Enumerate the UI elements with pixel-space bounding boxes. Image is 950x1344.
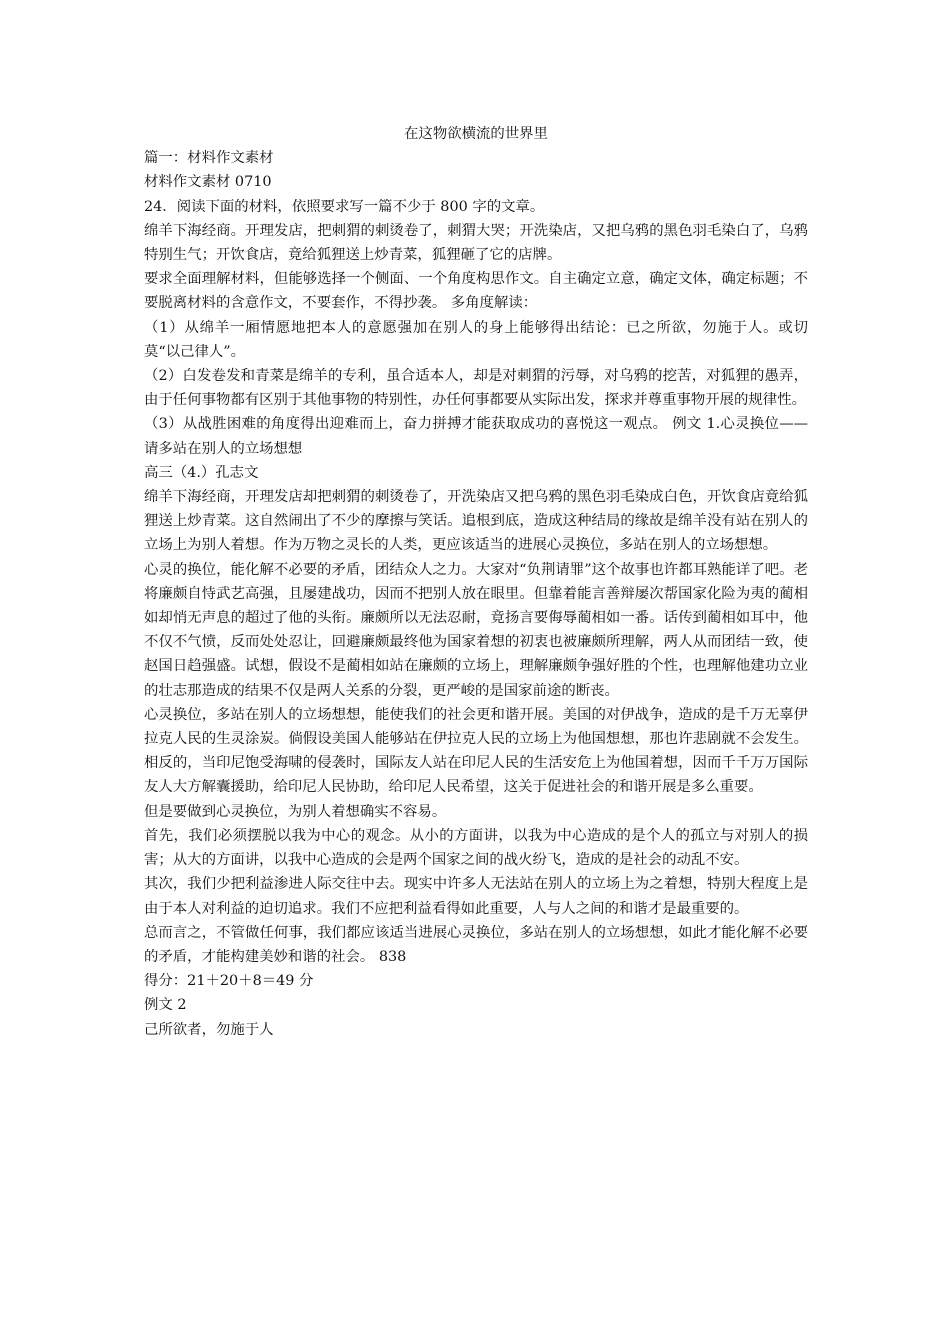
paragraph-material-label: 材料作文素材 0710 — [144, 174, 272, 191]
paragraph-section-heading: 篇一：材料作文素材 — [144, 150, 274, 167]
document-body — [144, 146, 808, 1042]
paragraph-author: 高三（4.）孔志文 — [144, 464, 259, 481]
document-page — [144, 122, 808, 1042]
paragraph-example-2-label: 例文 2 — [144, 997, 187, 1014]
paragraph-essay-conclusion: 总而言之，不管做任何事，我们都应该适当进展心灵换位，多站在别人的立场想想，如此才能化解不必要的矛盾，才能构建美妙和谐的社会。 838 — [144, 924, 808, 965]
paragraph-interpretation-1: （1）从绵羊一厢情愿地把本人的意愿强加在别人的身上能够得出结论：已之所欲，勿施于人。或切莫“以己律人”。 — [144, 319, 808, 360]
document-title: 在这物欲横流的世界里 — [404, 126, 548, 142]
paragraph-essay-body-4: 首先，我们必须摆脱以我为中心的观念。从小的方面讲，以我为中心造成的是个人的孤立与对别人的损害；从大的方面讲，以我中心造成的会是两个国家之间的战火纷飞，造成的是社会的动乱不安。 — [144, 827, 808, 869]
paragraph-essay-body-1: 心灵的换位，能化解不必要的矛盾，团结众人之力。大家对“负荆请罪”这个故事也许都耳熟能详了吧。老将廉颇自恃武艺高强，且屡建战功，因而不把别人放在眼里。但靠着能言善辩屡次帮国家化险为夷的蔺相如却悄无声息的超过了他的头衔。廉颇所以无法忍耐，竟扬言要侮辱蔺相如一番。话传到蔺相如耳中，他不仅不气愤，反而处处忍让，回避廉颇最终他为国家着想的初衷也被廉颇所理解，两人从而团结一致，使赵国日趋强盛。试想，假设不是蔺相如站在廉颇的立场上，理解廉颇争强好胜的个性，也理解他建功立业的壮志那造成的结果不仅是两人关系的分裂，更严峻的是国家前途的断丧。 — [144, 561, 808, 699]
paragraph-essay-body-2: 心灵换位，多站在别人的立场想想，能使我们的社会更和谐开展。美国的对伊战争，造成的是千万无辜伊拉克人民的生灵涂炭。倘假设美国人能够站在伊拉克人民的立场上为他国想想，那也许悲剧就不会发生。相反的，当印尼饱受海啸的侵袭时，国际友人站在印尼人民的生活安危上为他国着想，因而千千万万国际友人大方解囊援助，给印尼人民协助，给印尼人民希望，这关于促进社会的和谐开展是多么重要。 — [144, 706, 808, 796]
paragraph-material-text: 绵羊下海经商。开理发店，把刺猬的刺烫卷了，刺猬大哭；开洗染店，又把乌鸦的黑色羽毛染白了，乌鸦特别生气；开饮食店，竟给狐狸送上炒青菜，狐狸砸了它的店牌。 — [144, 222, 808, 264]
paragraph-interpretation-2: （2）白发卷发和青菜是绵羊的专利，虽合适本人，却是对刺猬的污辱，对乌鸦的挖苦，对狐狸的愚弄，由于任何事物都有区别于其他事物的特别性，办任何事都要从实际出发，探求并尊重事物开展的规律性。 — [144, 368, 808, 409]
paragraph-interpretation-3: （3）从战胜困难的角度得出迎难而上，奋力拼搏才能获取成功的喜悦这一观点。 例文 1.心灵换位——请多站在别人的立场想想 — [144, 416, 808, 457]
paragraph-essay-body-5: 其次，我们少把利益渗进人际交往中去。现实中许多人无法站在别人的立场上为之着想，特别大程度上是由于本人对利益的迫切追求。我们不应把利益看得如此重要，人与人之间的和谐才是最重要的。 — [144, 876, 808, 917]
paragraph-question: 24．阅读下面的材料，依照要求写一篇不少于 800 字的文章。 — [144, 198, 545, 215]
paragraph-example-2-title: 己所欲者，勿施于人 — [144, 1021, 274, 1038]
paragraph-essay-intro: 绵羊下海经商，开理发店却把刺猬的刺烫卷了，开洗染店又把乌鸦的黑色羽毛染成白色，开饮食店竟给狐狸送上炒青菜。这自然闹出了不少的摩擦与笑话。追根到底，造成这种结局的缘故是绵羊没有站在别人的立场上为别人着想。作为万物之灵长的人类，更应该适当的进展心灵换位，多站在别人的立场想想。 — [144, 489, 808, 554]
paragraph-score: 得分：21＋20＋8＝49 分 — [144, 973, 314, 990]
paragraph-essay-body-3: 但是要做到心灵换位，为别人着想确实不容易。 — [144, 803, 447, 820]
paragraph-requirements: 要求全面理解材料，但能够选择一个侧面、一个角度构思作文。自主确定立意，确定文体，确定标题；不要脱离材料的含意作文，不要套作，不得抄袭。 多角度解读： — [144, 271, 808, 312]
